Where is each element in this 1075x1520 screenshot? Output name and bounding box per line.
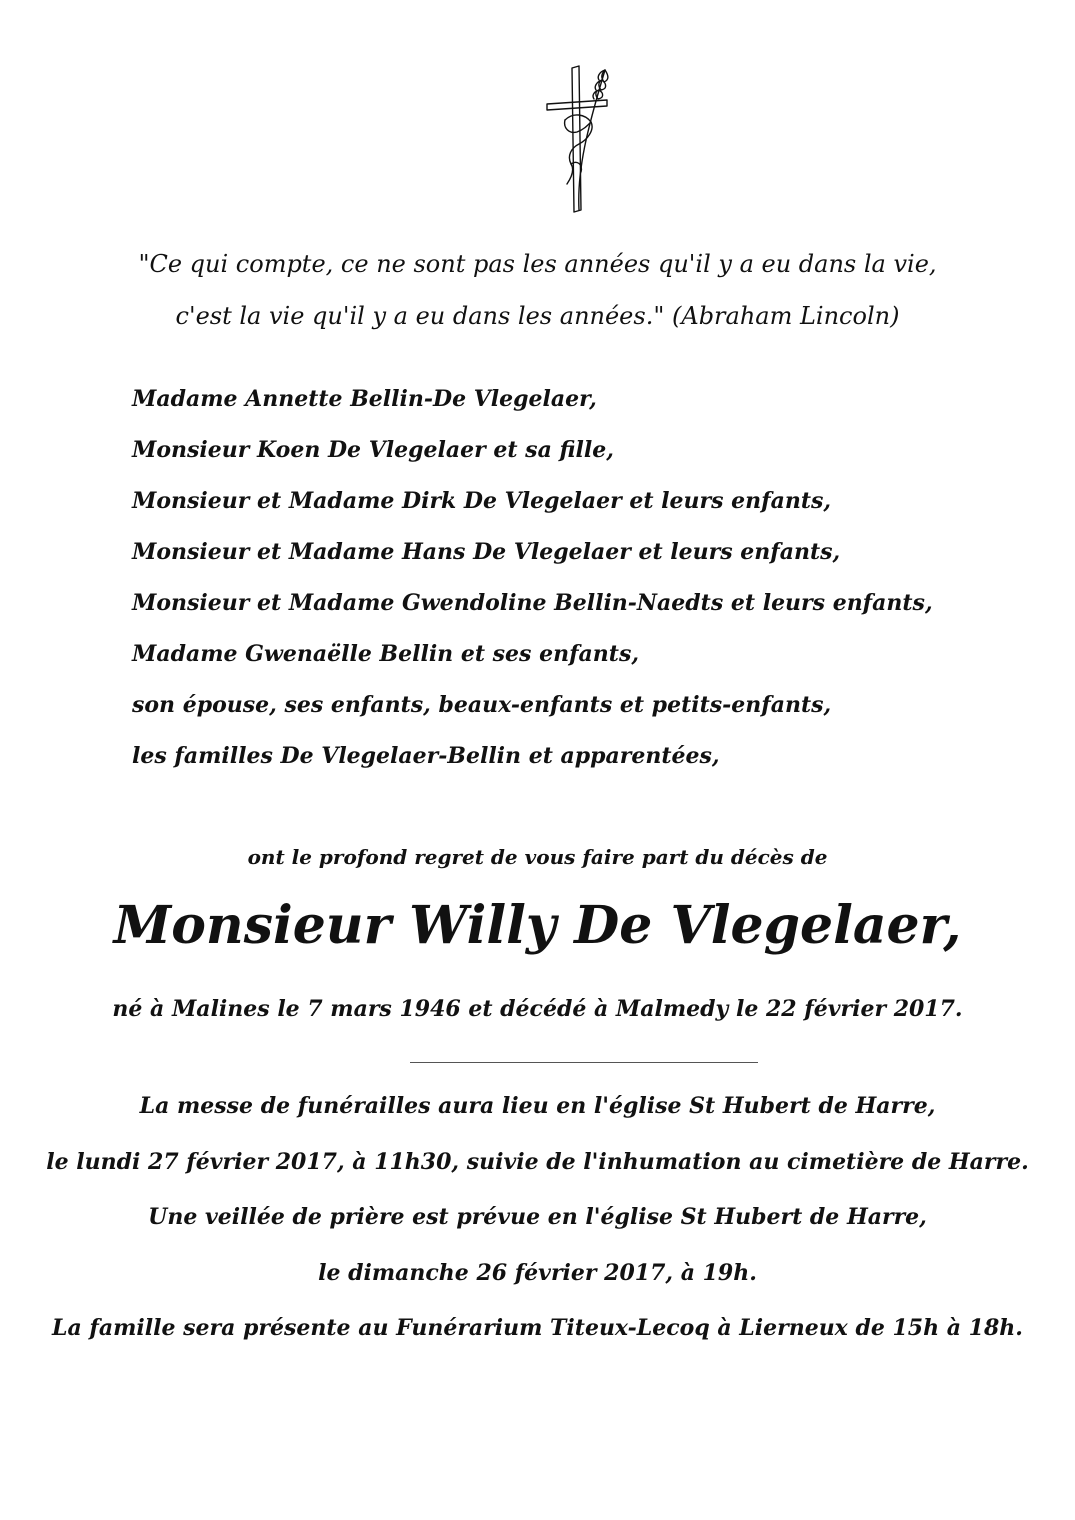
ceremony-line: Une veillée de prière est prévue en l'église St Hubert de Harre, xyxy=(148,1204,927,1230)
family-member-line: Monsieur et Madame Gwendoline Bellin-Naedts et leurs enfants, xyxy=(132,590,933,616)
ceremony-line: La messe de funérailles aura lieu en l'église St Hubert de Harre, xyxy=(139,1093,936,1119)
family-member-line: Monsieur Koen De Vlegelaer et sa fille, xyxy=(132,437,614,463)
announcement-text: ont le profond regret de vous faire part du décès de xyxy=(247,845,828,869)
deceased-dates: né à Malines le 7 mars 1946 et décédé à Malmedy le 22 février 2017. xyxy=(112,996,963,1022)
ceremony-line: La famille sera présente au Funérarium Titeux-Lecoq à Lierneux de 15h à 18h. xyxy=(52,1315,1023,1341)
family-member-line: les familles De Vlegelaer-Bellin et apparentées, xyxy=(132,743,720,769)
family-member-line: Madame Annette Bellin-De Vlegelaer, xyxy=(132,386,597,412)
cross-with-wheat-icon xyxy=(535,60,625,220)
divider xyxy=(410,1062,758,1063)
family-member-line: son épouse, ses enfants, beaux-enfants et petits-enfants, xyxy=(132,692,832,718)
ceremony-line: le lundi 27 février 2017, à 11h30, suivie de l'inhumation au cimetière de Harre. xyxy=(46,1149,1029,1175)
family-member-line: Monsieur et Madame Hans De Vlegelaer et leurs enfants, xyxy=(132,539,841,565)
ceremony-line: le dimanche 26 février 2017, à 19h. xyxy=(318,1260,757,1286)
family-member-line: Madame Gwenaëlle Bellin et ses enfants, xyxy=(132,641,639,667)
deceased-name: Monsieur Willy De Vlegelaer, xyxy=(113,895,962,956)
quote-line: "Ce qui compte, ce ne sont pas les années qu'il y a eu dans la vie, xyxy=(138,250,937,278)
quote-line: c'est la vie qu'il y a eu dans les années." (Abraham Lincoln) xyxy=(175,302,900,330)
family-member-line: Monsieur et Madame Dirk De Vlegelaer et leurs enfants, xyxy=(132,488,832,514)
